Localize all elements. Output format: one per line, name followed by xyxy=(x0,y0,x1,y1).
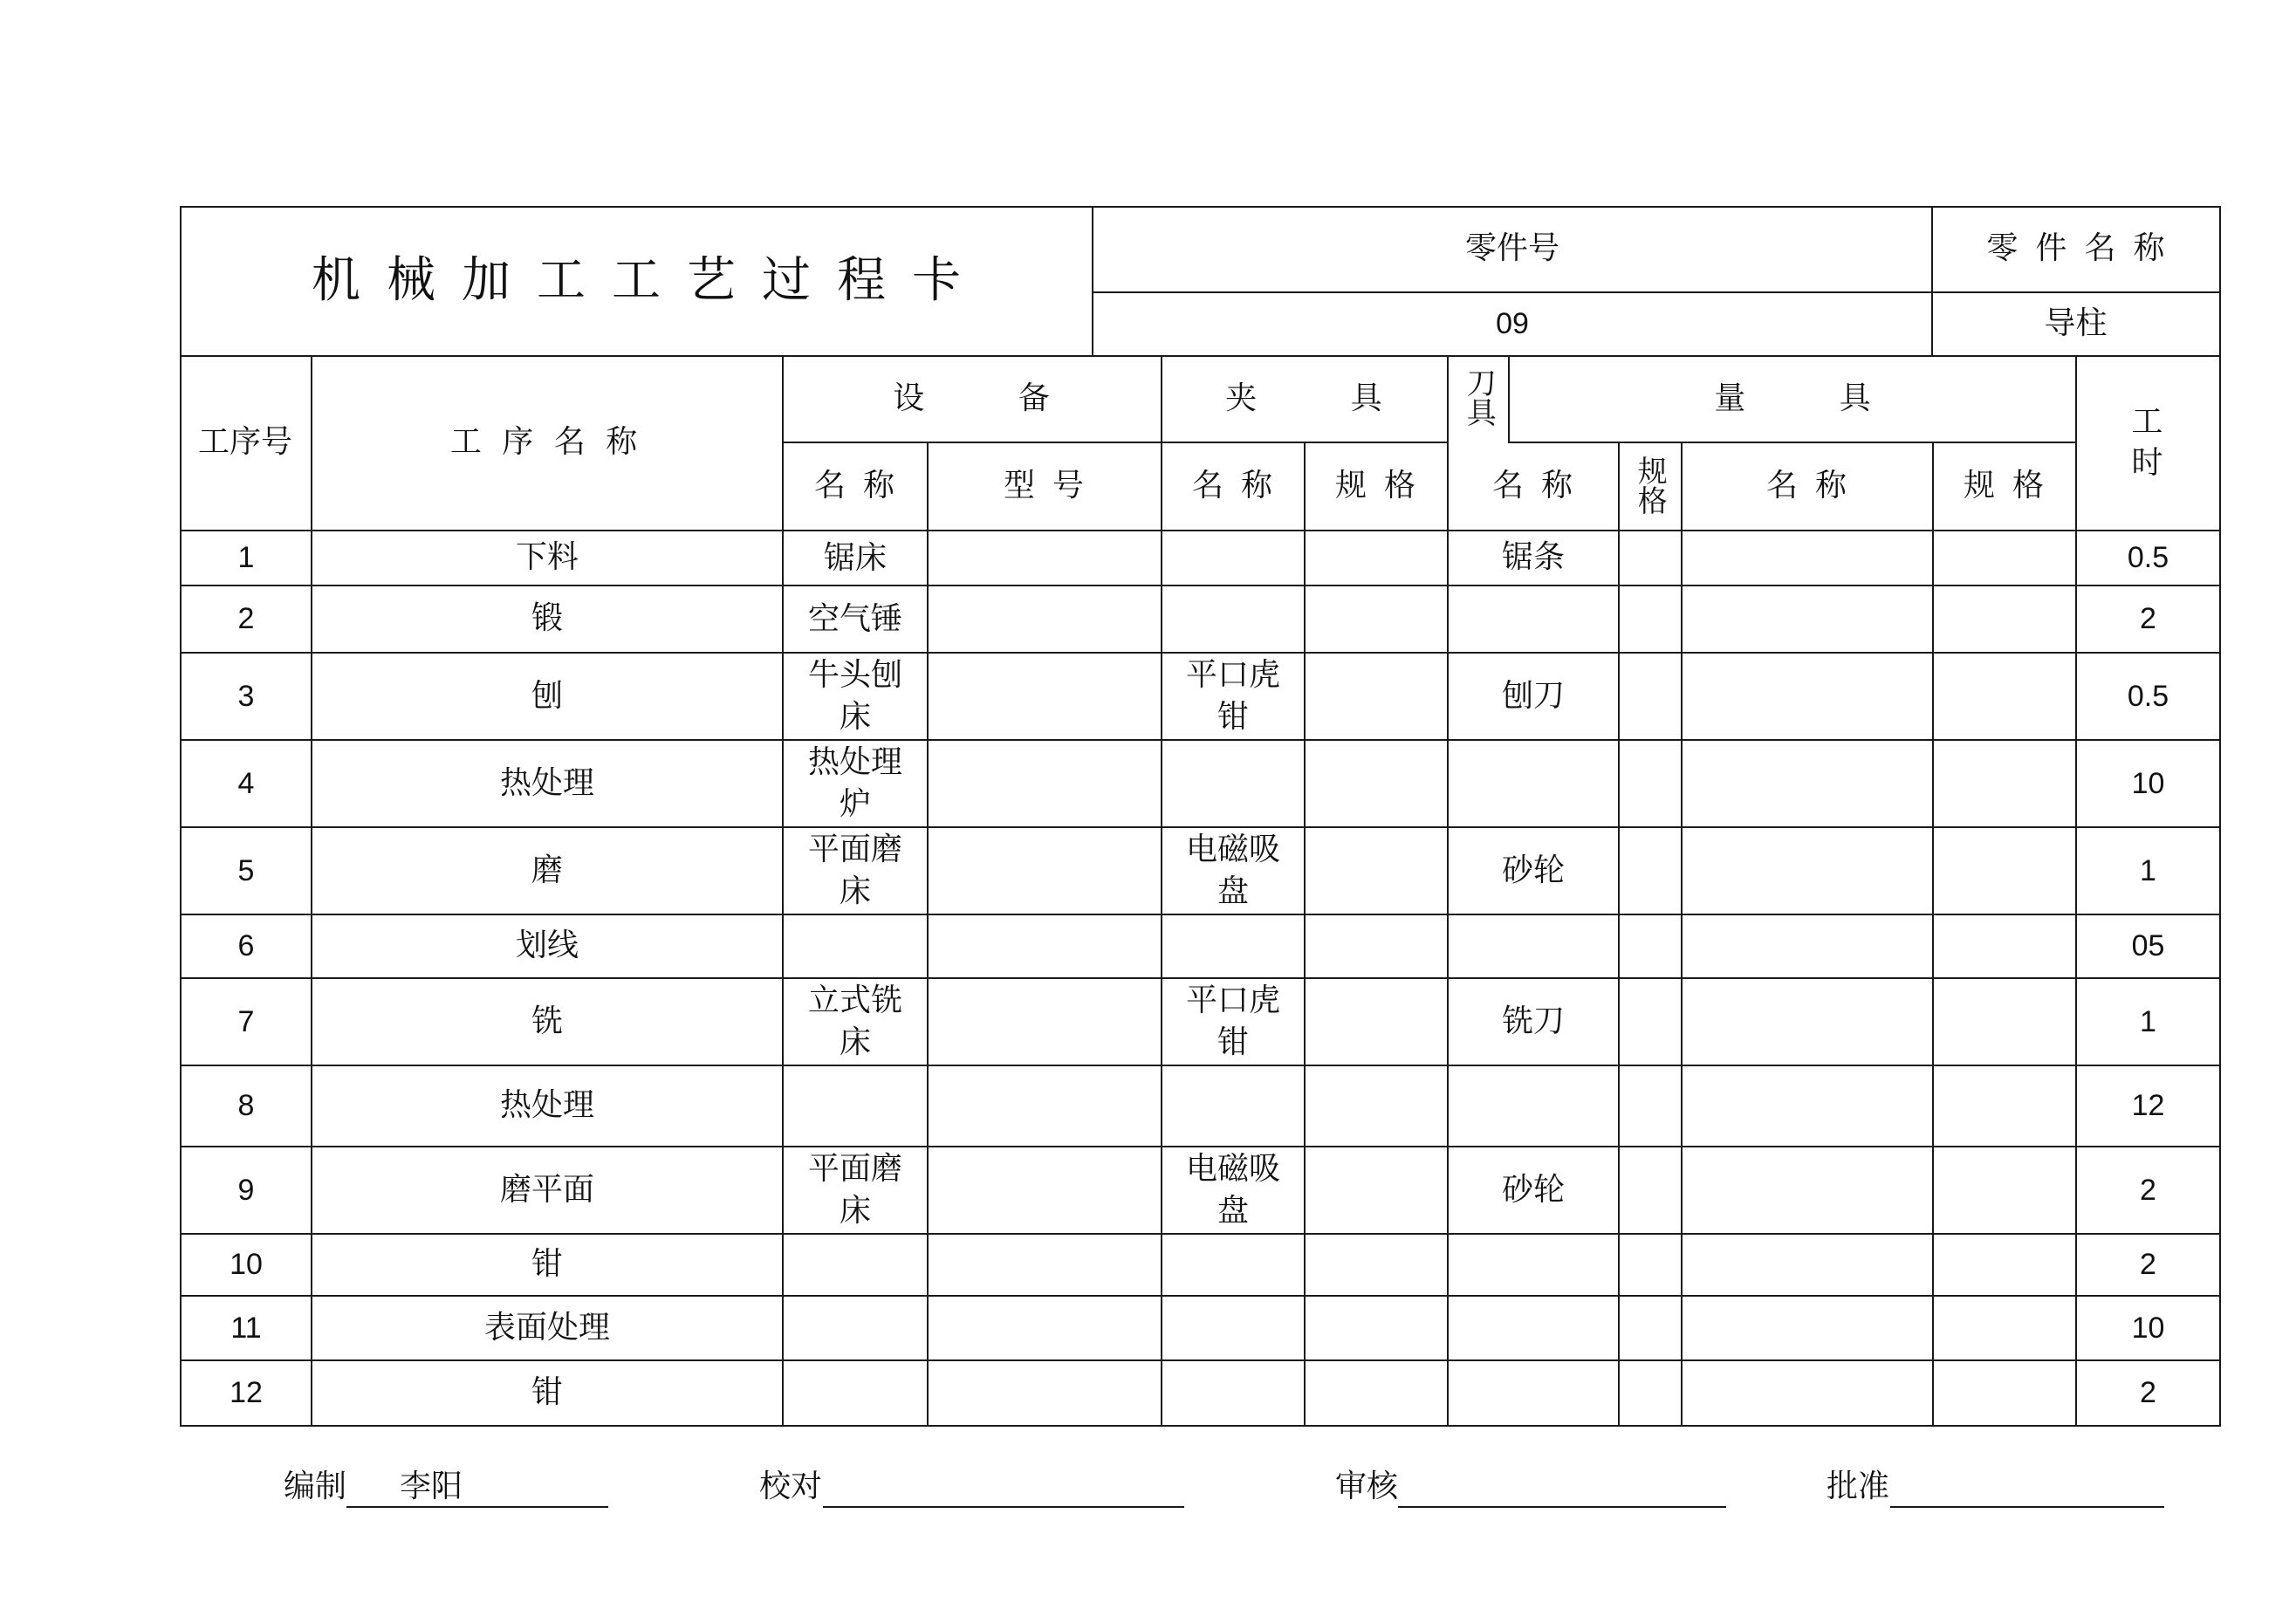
fixture-name-cell xyxy=(1162,531,1304,585)
op-no-cell: 6 xyxy=(237,929,255,963)
gauge-name-cell xyxy=(1683,531,1932,585)
op-no-cell: 11 xyxy=(230,1311,262,1345)
col-equipment: 设 备 xyxy=(893,380,1092,417)
cutter-spec-cell xyxy=(1620,1297,1681,1359)
col-rule xyxy=(311,355,312,1427)
cutter-spec-cell xyxy=(1620,741,1681,826)
col-rule xyxy=(1508,355,1510,443)
gauge-spec-cell xyxy=(1934,1066,2075,1146)
fixture-spec-cell xyxy=(1306,1361,1447,1425)
card-title: 机械加工工艺过程卡 xyxy=(312,251,987,309)
col-rule xyxy=(1447,355,1449,1427)
equip-model-cell xyxy=(929,979,1161,1065)
equip-name-cell xyxy=(784,1297,927,1359)
subcol-fixture-name: 名称 xyxy=(1191,467,1290,503)
approved-label: 批准 xyxy=(1827,1469,1890,1504)
op-no-cell: 9 xyxy=(237,1173,255,1207)
col-rule xyxy=(2075,355,2077,1427)
op-name-cell: 划线 xyxy=(515,928,579,964)
row-rule xyxy=(180,977,2221,979)
fixture-spec-cell xyxy=(1306,979,1447,1065)
cutter-name-cell xyxy=(1449,741,1618,826)
work-hours-cell: 1 xyxy=(2140,1004,2156,1038)
gauge-spec-cell xyxy=(1934,1297,2075,1359)
gauge-spec-cell xyxy=(1934,654,2075,739)
subcol-equip-name: 名称 xyxy=(813,467,912,503)
col-op-no: 工序号 xyxy=(197,424,292,461)
fixture-name-cell xyxy=(1162,1297,1304,1359)
equip-model-cell xyxy=(929,654,1161,739)
fixture-name-cell xyxy=(1162,1066,1304,1146)
op-no-cell: 12 xyxy=(230,1376,263,1410)
equip-name-cell: 热处理炉 xyxy=(807,744,902,822)
cutter-name-cell xyxy=(1449,586,1618,652)
fixture-name-cell: 平口虎钳 xyxy=(1185,983,1280,1060)
gauge-spec-cell xyxy=(1934,828,2075,914)
col-rule xyxy=(927,442,929,1427)
cutter-spec-cell xyxy=(1620,979,1681,1065)
fixture-name-cell xyxy=(1162,586,1304,652)
equip-model-cell xyxy=(929,915,1161,977)
gauge-spec-cell xyxy=(1934,1235,2075,1295)
part-no-value: 09 xyxy=(1496,307,1529,341)
cutter-spec-cell xyxy=(1620,828,1681,914)
fixture-spec-cell xyxy=(1306,1066,1447,1146)
gauge-name-cell xyxy=(1683,979,1932,1065)
fixture-name-cell: 电磁吸盘 xyxy=(1185,832,1280,909)
part-no-label: 零件号 xyxy=(1464,230,1559,267)
part-name-label: 零件名称 xyxy=(1986,230,2183,267)
fixture-spec-cell xyxy=(1306,741,1447,826)
op-name-cell: 下料 xyxy=(515,539,579,576)
op-name-cell: 表面处理 xyxy=(483,1309,610,1346)
equip-name-cell: 立式铣床 xyxy=(807,983,902,1060)
col-rule xyxy=(1618,442,1620,1427)
subcol-equip-model: 型号 xyxy=(1003,467,1101,503)
equip-model-cell xyxy=(929,741,1161,826)
part-name-value: 导柱 xyxy=(2044,305,2108,342)
row-rule xyxy=(180,1233,2221,1235)
reviewed-label: 审核 xyxy=(1335,1469,1399,1504)
subcol-fixture-spec: 规格 xyxy=(1334,467,1433,503)
work-hours-cell: 2 xyxy=(2140,1376,2156,1410)
gauge-name-cell xyxy=(1683,654,1932,739)
row-rule xyxy=(180,1146,2221,1147)
row-rule xyxy=(180,1065,2221,1066)
gauge-name-cell xyxy=(1683,1066,1932,1146)
equip-model-cell xyxy=(929,828,1161,914)
equip-name-cell: 平面磨床 xyxy=(807,832,902,909)
cutter-name-cell: 铣刀 xyxy=(1501,1003,1565,1039)
row-rule xyxy=(180,1359,2221,1361)
equip-model-cell xyxy=(929,1147,1161,1233)
table-right-border xyxy=(2219,206,2221,1427)
subheader-rule-left xyxy=(782,442,1448,443)
table-top-border xyxy=(180,206,2221,208)
gauge-spec-cell xyxy=(1934,531,2075,585)
fixture-spec-cell xyxy=(1306,828,1447,914)
fixture-name-cell xyxy=(1162,1361,1304,1425)
work-hours-cell: 0.5 xyxy=(2127,541,2169,575)
fixture-name-cell xyxy=(1162,741,1304,826)
cutter-spec-cell xyxy=(1620,1147,1681,1233)
cutter-name-cell xyxy=(1449,1361,1618,1425)
gauge-name-cell xyxy=(1683,741,1932,826)
cutter-spec-cell xyxy=(1620,1361,1681,1425)
op-name-cell: 磨平面 xyxy=(499,1171,594,1208)
gauge-name-cell xyxy=(1683,1361,1932,1425)
col-gauge: 量 具 xyxy=(1714,380,1913,417)
fixture-spec-cell xyxy=(1306,1235,1447,1295)
work-hours-cell: 2 xyxy=(2140,1173,2156,1207)
row-rule xyxy=(180,1295,2221,1297)
op-name-cell: 热处理 xyxy=(499,1087,594,1124)
cutter-name-cell: 锯条 xyxy=(1501,539,1565,576)
op-name-cell: 锻 xyxy=(531,600,563,637)
cutter-spec-cell xyxy=(1620,654,1681,739)
equip-model-cell xyxy=(929,1361,1161,1425)
row-rule xyxy=(180,914,2221,915)
col-rule xyxy=(1161,355,1162,1427)
checked-label: 校对 xyxy=(759,1469,823,1504)
compiled-value: 李阳 xyxy=(400,1469,463,1504)
row-rule xyxy=(180,530,2221,531)
col-op-name: 工 序 名 称 xyxy=(449,424,643,461)
header-title-divider xyxy=(1092,206,1093,357)
reviewed-signature-line[interactable] xyxy=(1398,1506,1726,1508)
col-cutter: 刀具 xyxy=(1461,367,1497,427)
cutter-name-cell: 刨刀 xyxy=(1501,677,1565,714)
equip-model-cell xyxy=(929,1297,1161,1359)
gauge-spec-cell xyxy=(1934,915,2075,977)
col-rule xyxy=(1681,442,1683,1427)
fixture-spec-cell xyxy=(1306,1147,1447,1233)
subcol-gauge-name: 名称 xyxy=(1765,467,1864,503)
col-fixture: 夹 具 xyxy=(1225,380,1424,417)
col-rule xyxy=(1304,442,1306,1427)
op-no-cell: 2 xyxy=(237,602,255,636)
fixture-spec-cell xyxy=(1306,531,1447,585)
gauge-name-cell xyxy=(1683,1235,1932,1295)
cutter-spec-cell xyxy=(1620,531,1681,585)
op-no-cell: 8 xyxy=(237,1089,255,1123)
op-no-cell: 7 xyxy=(237,1004,255,1038)
equip-name-cell: 锯床 xyxy=(823,539,887,576)
fixture-name-cell xyxy=(1162,1235,1304,1295)
op-name-cell: 热处理 xyxy=(499,764,594,801)
op-name-cell: 钳 xyxy=(531,1246,563,1283)
fixture-name-cell: 电磁吸盘 xyxy=(1185,1151,1280,1229)
subheader-rule-right xyxy=(1508,442,2076,443)
fixture-spec-cell xyxy=(1306,586,1447,652)
cutter-name-cell xyxy=(1449,1297,1618,1359)
col-rule xyxy=(782,355,784,1427)
subcol-cutter-spec: 规格 xyxy=(1632,455,1668,515)
op-no-cell: 5 xyxy=(237,853,255,887)
gauge-spec-cell xyxy=(1934,1361,2075,1425)
gauge-spec-cell xyxy=(1934,1147,2075,1233)
work-hours-cell: 05 xyxy=(2131,929,2165,963)
table-bottom-border xyxy=(180,1425,2221,1427)
equip-name-cell xyxy=(784,1235,927,1295)
op-no-cell: 10 xyxy=(230,1248,263,1282)
cutter-spec-cell xyxy=(1620,915,1681,977)
cutter-name-cell xyxy=(1449,1066,1618,1146)
op-name-cell: 磨 xyxy=(531,852,563,888)
gauge-name-cell xyxy=(1683,915,1932,977)
gauge-spec-cell xyxy=(1934,979,2075,1065)
gauge-name-cell xyxy=(1683,1147,1932,1233)
equip-name-cell xyxy=(784,915,927,977)
header-name-divider xyxy=(1931,206,1933,357)
row-rule xyxy=(180,739,2221,741)
gauge-name-cell xyxy=(1683,828,1932,914)
equip-model-cell xyxy=(929,1066,1161,1146)
work-hours-cell: 1 xyxy=(2140,853,2156,887)
fixture-spec-cell xyxy=(1306,915,1447,977)
fixture-spec-cell xyxy=(1306,654,1447,739)
row-rule xyxy=(180,826,2221,828)
cutter-name-cell: 砂轮 xyxy=(1501,1171,1565,1208)
cutter-spec-cell xyxy=(1620,1066,1681,1146)
equip-name-cell: 空气锤 xyxy=(807,600,902,637)
work-hours-cell: 2 xyxy=(2140,602,2156,636)
subcol-cutter-name: 名称 xyxy=(1491,467,1590,503)
op-name-cell: 铣 xyxy=(531,1003,563,1039)
subcol-gauge-spec: 规格 xyxy=(1963,467,2061,503)
work-hours-cell: 0.5 xyxy=(2127,679,2169,713)
checked-signature-line[interactable] xyxy=(823,1506,1184,1508)
op-no-cell: 3 xyxy=(237,679,255,713)
work-hours-cell: 2 xyxy=(2140,1248,2156,1282)
fixture-spec-cell xyxy=(1306,1297,1447,1359)
equip-model-cell xyxy=(929,586,1161,652)
equip-model-cell xyxy=(929,1235,1161,1295)
equip-model-cell xyxy=(929,531,1161,585)
gauge-name-cell xyxy=(1683,586,1932,652)
work-hours-cell: 12 xyxy=(2131,1089,2165,1123)
equip-name-cell xyxy=(784,1361,927,1425)
op-no-cell: 1 xyxy=(237,541,255,575)
cutter-spec-cell xyxy=(1620,1235,1681,1295)
work-hours-cell: 10 xyxy=(2131,766,2165,800)
cutter-name-cell xyxy=(1449,915,1618,977)
row-rule xyxy=(180,652,2221,654)
approved-signature-line[interactable] xyxy=(1890,1506,2164,1508)
gauge-spec-cell xyxy=(1934,741,2075,826)
row-rule xyxy=(180,585,2221,586)
cutter-name-cell: 砂轮 xyxy=(1501,852,1565,888)
table-left-border xyxy=(180,206,182,1427)
op-name-cell: 刨 xyxy=(531,677,563,714)
cutter-name-cell xyxy=(1449,1235,1618,1295)
equip-name-cell: 牛头刨床 xyxy=(807,657,902,735)
header-divider xyxy=(1092,291,2221,293)
work-hours-cell: 10 xyxy=(2131,1311,2165,1345)
col-rule xyxy=(1932,442,1934,1427)
col-work-hours: 工 时 xyxy=(2131,403,2205,481)
gauge-spec-cell xyxy=(1934,586,2075,652)
fixture-name-cell xyxy=(1162,915,1304,977)
op-no-cell: 4 xyxy=(237,766,255,800)
gauge-name-cell xyxy=(1683,1297,1932,1359)
compiled-signature-line[interactable] xyxy=(346,1506,608,1508)
compiled-label: 编制 xyxy=(284,1469,347,1504)
op-name-cell: 钳 xyxy=(531,1374,563,1411)
equip-name-cell: 平面磨床 xyxy=(807,1151,902,1229)
fixture-name-cell: 平口虎钳 xyxy=(1185,657,1280,735)
header-bottom-border xyxy=(180,355,2221,357)
cutter-spec-cell xyxy=(1620,586,1681,652)
equip-name-cell xyxy=(784,1066,927,1146)
